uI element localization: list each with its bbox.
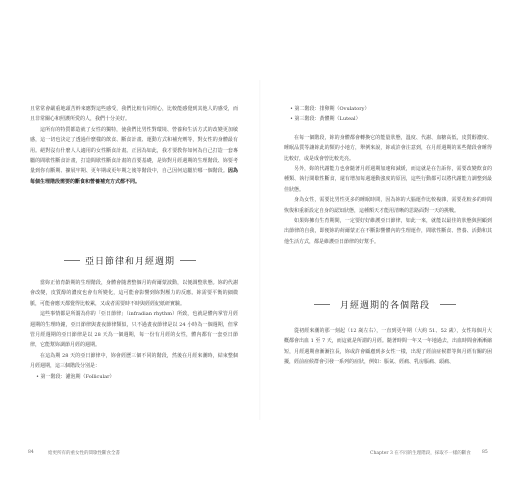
right-paragraph-5: 從初經來潮的那一刻起（12 歲左右），一直到更年期（大約 51、52 歲），女性每個月大概都會出血 1 至 7 天，而這就是所謂的月經。隨著時間一年又一年地過去，出血時間會漸漸縮短，月經週期會漸漸拉長，妳或許會顧慮到多女性一樣，出現了經前症候群等與月經有關的困擾，經前症候群會引發一系列的症狀，例如：脹氣、經痛、乳房脹痛、頭痛、 <box>284 328 492 366</box>
left-paragraph-4: 這些事情都是所謂為你的「亞日節律」（infradian rhythm）所致，也就是體內掌管月經週期的生理時鐘，亞日節律與晝夜節律類似，只不過晝夜節律是以 24 小時為一個週期，但掌管月經週期的亞日節律是以 28 天為一個週期，每一份有月經的女性，體內都有一套亞日節律，它能幫妳調節月經的週期。 <box>30 311 238 349</box>
left-heading-rule-right <box>180 260 196 261</box>
right-heading-rule-left <box>314 304 330 305</box>
right-heading-rule-right <box>440 304 456 305</box>
right-list-item-3-text: 第三階段：黃體期（Luteal） <box>294 116 361 123</box>
left-list-item-1-text: 第一階段：濾泡期（Follicular） <box>40 373 115 380</box>
right-footer-title: Chapter 3 在不同的生理階段，採取不一樣的斷食 <box>370 451 471 456</box>
left-heading-rule-left <box>64 260 80 261</box>
left-paragraph-3: 當妳正值育齡期的生理階段，身體會隨著整個月的荷爾蒙波動，以便調整狀態。妳的代謝會改變，皮質醇的濃度也會有所變化，這可能會影響到妳對壓力的反應。妳需要平衡的細微脈，可能會應天都覺得比較累，又或者需要時不時與經經紀紙研實驗。 <box>30 280 238 307</box>
right-footer-page-number: 85 <box>482 450 488 455</box>
right-page <box>260 0 520 500</box>
left-list-item-1: • 第一階段：濾泡期（Follicular） <box>36 373 115 380</box>
left-paragraph-2-text: 這所有的特質都造就了女性的獨特，使我們比男性對環境、營養和生活方式的改變更加敏感，這一切也決定了透過什麼樣的飲食、斷食計畫、運動方式和補充劑等，對女性的身體最有用。絕對沒有什麼人人適用的女性斷食計畫。正因為如此，我才要教你如何為自己打造一套專屬的間歇性斷食計畫，打造間歇性斷食計畫的首要基礎，是妳對月經週期的生理階段、妳要考量到你有斷期、擴展牢期、更年期或更年期之後等階段中，自己因何這屬於哪一個階段。 <box>30 126 238 175</box>
right-paragraph-2: 另外，妳的代謝能力也會隨著月經週期加速和減緩，而這就是在告訴你，需要改變飲食的種類、執行間歇性斷食，還有增加每週運動強度的原因，這些行動都可以將代謝能力調整到最佳狀態。 <box>284 166 492 193</box>
right-paragraph-3: 身為女性，需要比男性更多的睡眠時間，因為妳的大腦運作比較複雜，需要花較多的時間恢復和重新設定自身的認知狀態，這種額天才能用清晰的思路面對一天的挑戰。 <box>284 197 492 214</box>
right-page-body-top <box>284 104 492 247</box>
left-paragraph-2-bold: 因為每個生理階段需要的斷食和營養補充方式都不同。 <box>30 168 238 185</box>
left-page-body-bottom <box>30 278 238 382</box>
right-section-heading: 月經週期的各個階段 <box>339 301 430 311</box>
right-list-item-3: • 第三階段：黃體期（Luteal） <box>290 116 361 123</box>
right-list-item-2-text: 第二階段：排卵期（Ovulatory） <box>294 106 370 112</box>
left-paragraph-5: 在這為期 28 天的亞日節律中，妳會經歷三個不同的階段，然後在月經來潮時，結束整個月經週期，這三個階段分別是： <box>30 352 238 370</box>
left-paragraph-1: 且常常會嚴重地頭苦幹來應對這些感受，我們比較有同理心，比較能感覺到其他人的感受，而且非常關心和照護所愛的人，我們十分美好。 <box>30 106 238 123</box>
right-list-item-2: • 第二階段：排卵期（Ovulatory） <box>290 106 370 112</box>
left-footer-page-number: 84 <box>28 450 34 455</box>
right-paragraph-1: 在每一個階段，妳的身體都會轉換它的能量狀態，溫度、代謝、血糖高低，皮質醇濃度、睡眠品質等讓妳此的類的小地方，舉例來說，妳或許會注意到，在月經週期的某些階段會睡得比較好，或是成會曾比較光亮。 <box>284 134 492 162</box>
left-paragraph-2 <box>30 125 238 187</box>
left-section-heading: 亞日節律和月經週期 <box>84 257 175 267</box>
left-footer-title: 給更所有的重女性的間歇性斷食全書 <box>48 451 120 456</box>
right-page-body-bottom <box>284 326 492 368</box>
right-paragraph-4: 如果妳擁有生育期間，一定要好好維護亞日節律，如此一來，就能以最佳的狀態與照顧到出節律的自我，即便妳的荷爾蒙正在不斷影響體內的生理運作，間歇性斷食、營養、活動和其他生活方式，都是維護亞日節律的好幫手。 <box>284 218 492 245</box>
left-page-body-top <box>30 104 238 187</box>
